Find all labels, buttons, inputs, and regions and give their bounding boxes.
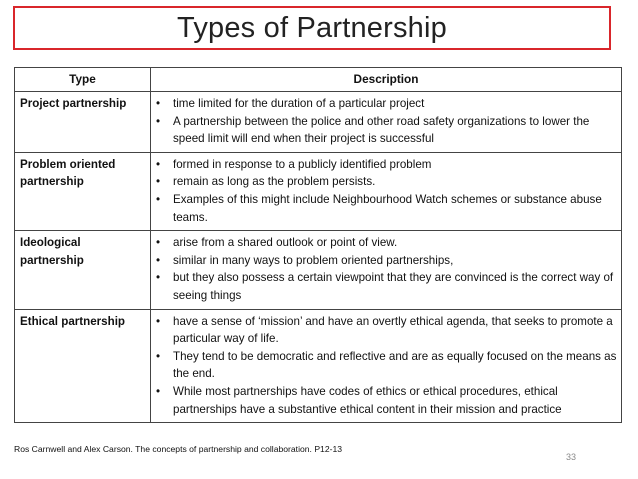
description-cell xyxy=(151,152,622,230)
bullet-text: arise from a shared outlook or point of view. xyxy=(173,236,398,250)
bullet-text: remain as long as the problem persists. xyxy=(173,175,376,189)
bullet-glyph: • xyxy=(156,236,161,250)
bullet-glyph: • xyxy=(156,97,161,110)
bullet-item xyxy=(154,113,617,148)
page-number: 33 xyxy=(566,452,577,462)
bullet-glyph: • xyxy=(156,175,161,189)
type-cell: Ethical partnership xyxy=(15,309,151,423)
bullet-item xyxy=(154,252,617,270)
partnership-table xyxy=(14,67,622,423)
bullet-text: A partnership between the police and other road safety organizations to lower the speed limit will end when their project is successful xyxy=(173,114,590,146)
table-row xyxy=(15,309,622,423)
bullet-item xyxy=(154,383,617,418)
bullet-glyph: • xyxy=(156,192,161,206)
bullet-glyph: • xyxy=(156,271,161,285)
bullet-text: have a sense of ‘mission’ and have an overtly ethical agenda, that seeks to promote a particular way of life. xyxy=(173,314,613,346)
bullet-text: They tend to be democratic and reflective and are as equally focused on the means as the end. xyxy=(173,349,617,381)
bullet-item xyxy=(154,95,617,113)
bullet-item xyxy=(154,191,617,226)
bullet-item xyxy=(154,234,617,252)
bullet-glyph: • xyxy=(156,114,161,128)
bullet-text: While most partnerships have codes of ethics or ethical procedures, ethical partnerships have a substantive ethical content in their mission and practice xyxy=(173,384,562,416)
header-type: Type xyxy=(15,68,151,92)
bullet-text: time limited for the duration of a particular project xyxy=(173,97,425,110)
table-header-row xyxy=(15,68,622,92)
bullet-item xyxy=(154,173,617,191)
page-title: Types of Partnership xyxy=(177,11,447,44)
type-cell: Project partnership xyxy=(15,92,151,153)
bullet-item xyxy=(154,156,617,174)
description-cell xyxy=(151,92,622,153)
table-row xyxy=(15,231,622,309)
table-row xyxy=(15,92,622,153)
citation: Ros Carnwell and Alex Carson. The concepts of partnership and collaboration. P12-13 xyxy=(14,444,343,454)
type-cell: Ideological partnership xyxy=(15,231,151,309)
bullet-glyph: • xyxy=(156,314,161,328)
bullet-glyph: • xyxy=(156,349,161,363)
bullet-text: Examples of this might include Neighbourhood Watch schemes or substance abuse teams. xyxy=(173,192,602,224)
bullet-item xyxy=(154,348,617,383)
header-description: Description xyxy=(151,68,622,92)
bullet-glyph: • xyxy=(156,253,161,267)
bullet-text: formed in response to a publicly identified problem xyxy=(173,157,432,171)
type-cell: Problem oriented partnership xyxy=(15,152,151,230)
bullet-item xyxy=(154,313,617,348)
bullet-item xyxy=(154,269,617,304)
description-cell xyxy=(151,309,622,423)
title-box xyxy=(13,6,611,50)
bullet-glyph: • xyxy=(156,384,161,398)
bullet-text: but they also possess a certain viewpoint that they are convinced is the correct way of seeing things xyxy=(173,271,614,302)
bullet-text: similar in many ways to problem oriented partnerships, xyxy=(173,253,454,267)
table-row xyxy=(15,152,622,230)
bullet-glyph: • xyxy=(156,157,161,171)
description-cell xyxy=(151,231,622,309)
